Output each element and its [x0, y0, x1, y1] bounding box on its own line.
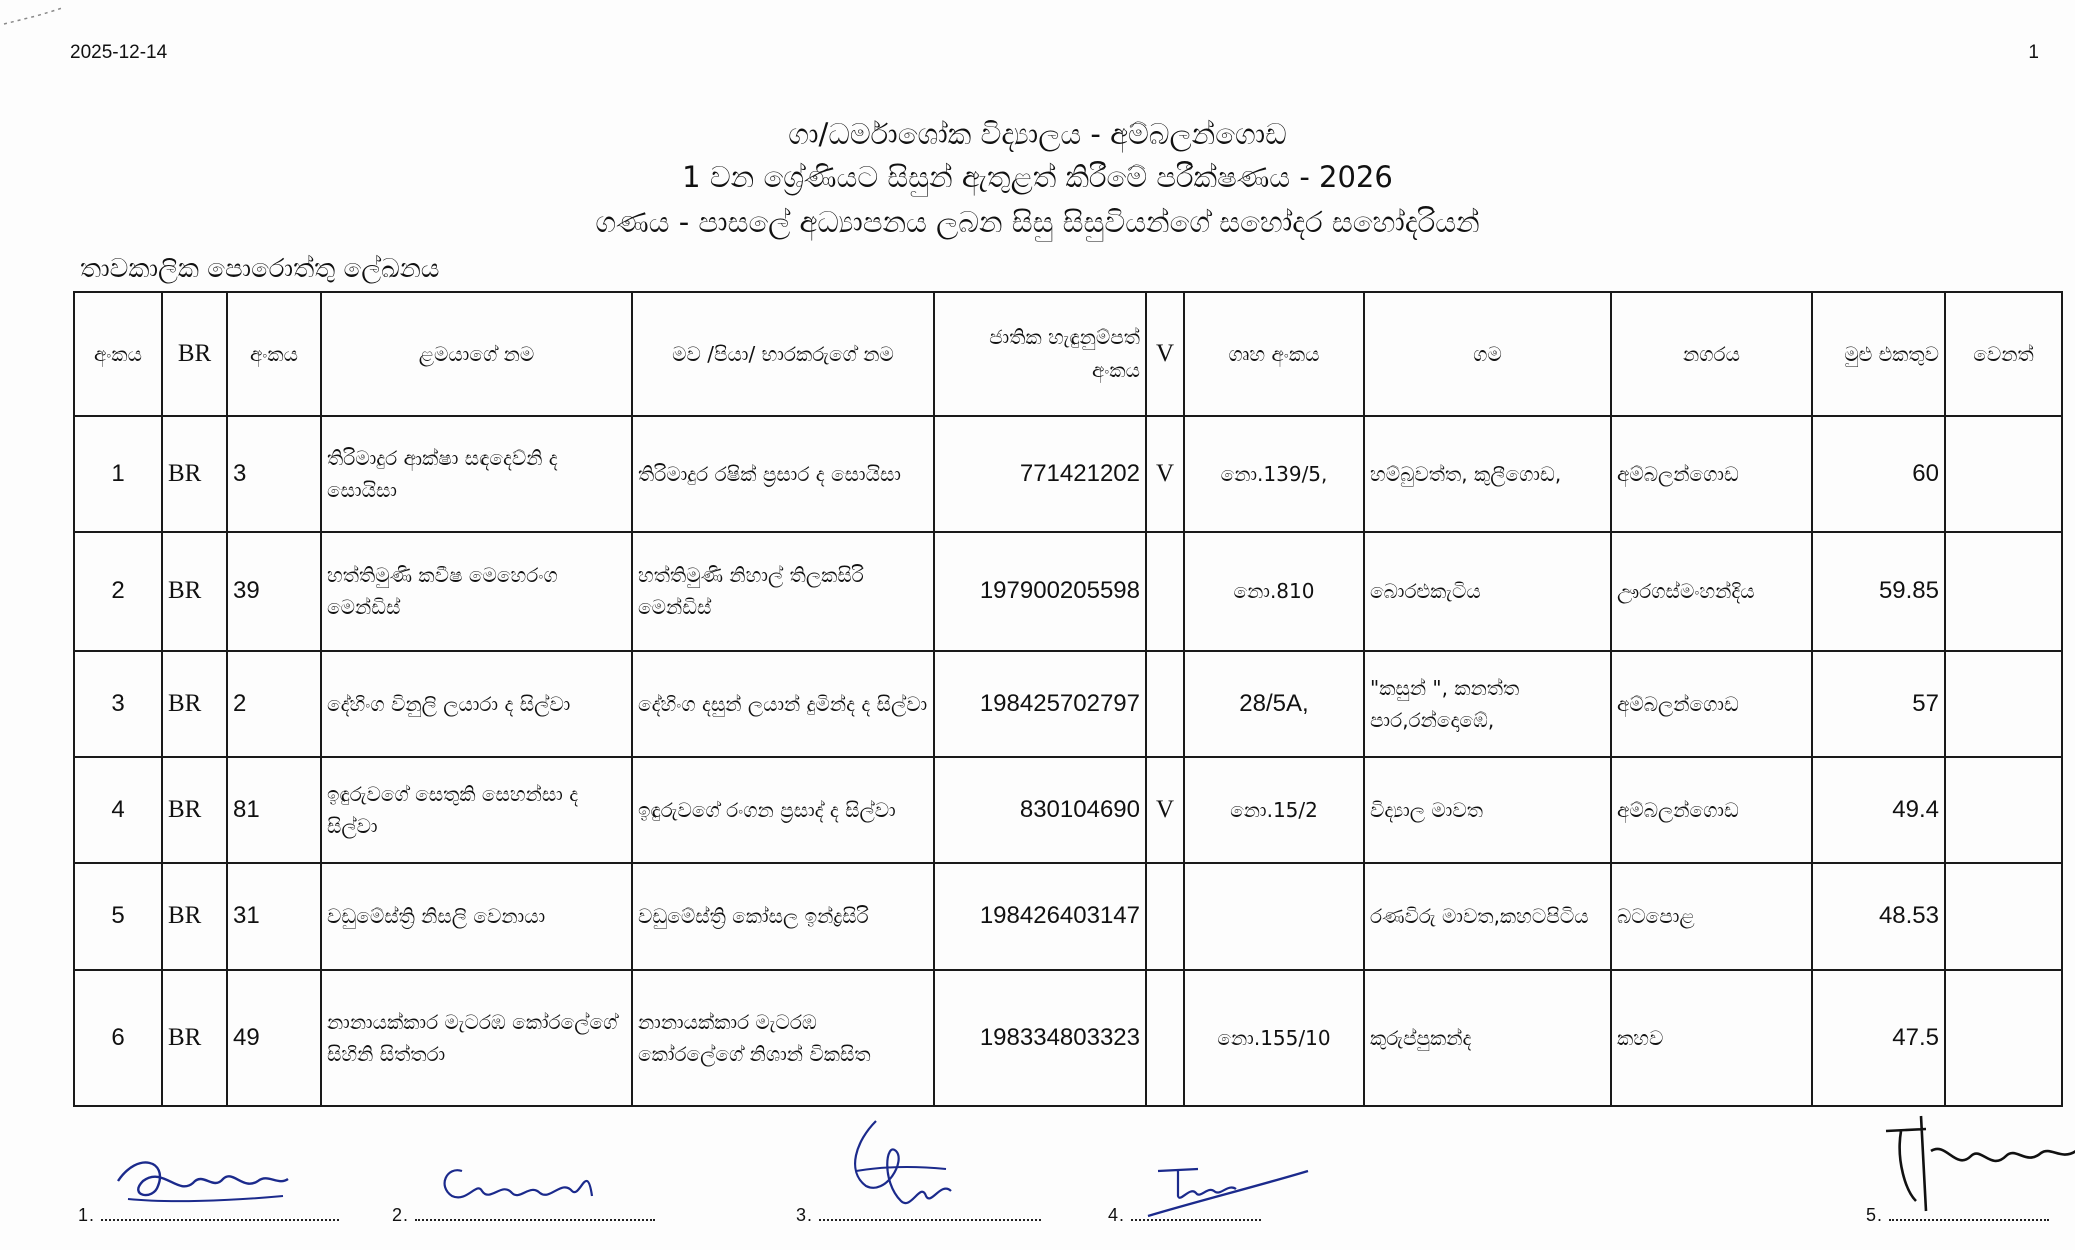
cell-v: V: [1146, 416, 1184, 532]
cell-total-marks: 57: [1812, 651, 1945, 757]
header-house-no: ගෘහ අංකය: [1184, 292, 1364, 416]
document-date: 2025-12-14: [70, 42, 168, 63]
header-child-name: ළමයාගේ නම: [321, 292, 632, 416]
cell-other: [1945, 532, 2062, 650]
cell-town: අම්බලන්ගොඩ: [1611, 416, 1812, 532]
header-row-no: අංකය: [74, 292, 162, 416]
cell-row-no: 2: [74, 532, 162, 650]
cell-br-no: 2: [227, 651, 321, 757]
cell-guardian-name: වඩුමේස්ත්‍රි කෝසල ඉන්ද්‍රසිරි: [632, 863, 934, 969]
table-row: [74, 416, 2062, 532]
table-row: [74, 970, 2062, 1106]
signature-label: 5.: [1866, 1205, 1884, 1225]
cell-row-no: 3: [74, 651, 162, 757]
signature-label: 2.: [392, 1205, 410, 1225]
signature-scribble-1: [108, 1141, 308, 1221]
cell-row-no: 6: [74, 970, 162, 1106]
header-guardian-name: මව /පියා/ භාරකරුගේ නම: [632, 292, 934, 416]
cell-child-name: දේහිංග විනුලි ලයාරා ද සිල්වා: [321, 651, 632, 757]
cell-town: කහව: [1611, 970, 1812, 1106]
cell-br-no: 49: [227, 970, 321, 1106]
table-row: [74, 532, 2062, 650]
header-town: නගරය: [1611, 292, 1812, 416]
cell-village: විද්‍යාල මාවත: [1364, 757, 1611, 863]
cell-other: [1945, 416, 2062, 532]
signature-scribble-3: [826, 1141, 1026, 1241]
list-title: තාවකාලික පොරොත්තු ලේඛනය: [80, 254, 440, 284]
header-br-no: අංකය: [227, 292, 321, 416]
cell-guardian-name: ඉඳුරුවගේ රංගන ප්‍රසාද් ද සිල්වා: [632, 757, 934, 863]
cell-guardian-name: හත්තිමුණි නිහාල් තිලකසිරි මෙන්ඩිස්: [632, 532, 934, 650]
cell-br-no: 81: [227, 757, 321, 863]
cell-house-no: [1184, 863, 1364, 969]
cell-village: හම්බුවත්ත, කුලීගොඩ,: [1364, 416, 1611, 532]
cell-total-marks: 59.85: [1812, 532, 1945, 650]
cell-br: BR: [162, 532, 227, 650]
header-br: BR: [162, 292, 227, 416]
cell-v: [1146, 651, 1184, 757]
cell-nic: 198334803323: [934, 970, 1146, 1106]
table-row: [74, 651, 2062, 757]
cell-village: බොරළුකැටිය: [1364, 532, 1611, 650]
cell-other: [1945, 757, 2062, 863]
signature-slot-4: [1108, 1201, 1261, 1226]
cell-nic: 197900205598: [934, 532, 1146, 650]
cell-br-no: 3: [227, 416, 321, 532]
cell-br: BR: [162, 416, 227, 532]
table-row: [74, 757, 2062, 863]
cell-v: V: [1146, 757, 1184, 863]
signature-slot-5: [1866, 1201, 2049, 1226]
cell-row-no: 5: [74, 863, 162, 969]
cell-house-no: නො.155/10: [1184, 970, 1364, 1106]
cell-br: BR: [162, 757, 227, 863]
signature-label: 3.: [796, 1205, 814, 1225]
cell-row-no: 1: [74, 416, 162, 532]
cell-guardian-name: නානායක්කාර මැටරඹ කෝරලේගේ නිශාන් විකසිත: [632, 970, 934, 1106]
cell-child-name: තිරිමාදුර ආක්ෂා සඳදෙව්නි ද සොයිසා: [321, 416, 632, 532]
cell-total-marks: 60: [1812, 416, 1945, 532]
cell-other: [1945, 651, 2062, 757]
cell-v: [1146, 863, 1184, 969]
signature-row: [0, 1165, 2075, 1235]
cell-v: [1146, 970, 1184, 1106]
signature-label: 1.: [78, 1205, 96, 1225]
cell-house-no: නො.15/2: [1184, 757, 1364, 863]
table-row: [74, 863, 2062, 969]
cell-br: BR: [162, 863, 227, 969]
cell-guardian-name: තිරිමාදුර රෂික් ප්‍රසාර ද සොයිසා: [632, 416, 934, 532]
cell-nic: 198426403147: [934, 863, 1146, 969]
cell-nic: 198425702797: [934, 651, 1146, 757]
cell-row-no: 4: [74, 757, 162, 863]
waiting-list-table: [73, 291, 2063, 1107]
header-total-marks: මුළු එකතුව: [1812, 292, 1945, 416]
cell-village: "කසුන් ", කනත්ත පාර,රන්දොඹේ,: [1364, 651, 1611, 757]
cell-town: අම්බලන්ගොඩ: [1611, 757, 1812, 863]
school-heading: ගා/ධර්මාශෝක විද්‍යාලය - අම්බලන්ගොඩ: [788, 117, 1287, 151]
cell-guardian-name: දේහිංග දසුන් ලයාන් දුමින්ද ද සිල්වා: [632, 651, 934, 757]
header-other: වෙනත්: [1945, 292, 2062, 416]
cell-total-marks: 48.53: [1812, 863, 1945, 969]
cell-br: BR: [162, 970, 227, 1106]
cell-child-name: වඩුමේස්ත්‍රි නිසලි වෙනායා: [321, 863, 632, 969]
cell-town: ඌරගස්මංහන්දිය: [1611, 532, 1812, 650]
cell-village: කුරුප්පුකන්ද: [1364, 970, 1611, 1106]
cell-child-name: හත්තිමුණි කවීෂ මෙහෙරංග මෙන්ඩිස්: [321, 532, 632, 650]
exam-heading: 1 වන ශ්‍රේණියට සිසුන් ඇතුළත් කිරීමේ පරීක්ෂණය - 2026: [682, 160, 1393, 194]
page-number: 1: [2028, 42, 2039, 63]
cell-v: [1146, 532, 1184, 650]
cell-other: [1945, 970, 2062, 1106]
signature-slot-1: [78, 1201, 339, 1226]
table-header-row: [74, 292, 2062, 416]
signature-scribble-2: [422, 1141, 622, 1221]
signature-label: 4.: [1108, 1205, 1126, 1225]
cell-house-no: නො.139/5,: [1184, 416, 1364, 532]
signature-slot-2: [392, 1201, 655, 1226]
header-nic: ජාතික හැඳුනුම්පත් අංකය: [934, 292, 1146, 416]
cell-total-marks: 47.5: [1812, 970, 1945, 1106]
category-heading: ගණය - පාසලේ අධ්‍යාපනය ලබන සිසු සිසුවියන්ගේ සහෝදර සහෝදරියන්: [595, 205, 1480, 239]
cell-br-no: 39: [227, 532, 321, 650]
cell-br-no: 31: [227, 863, 321, 969]
cell-house-no: නො.810: [1184, 532, 1364, 650]
cell-br: BR: [162, 651, 227, 757]
scan-mark: [0, 0, 80, 30]
cell-total-marks: 49.4: [1812, 757, 1945, 863]
cell-other: [1945, 863, 2062, 969]
signature-slot-3: [796, 1201, 1041, 1226]
signature-scribble-5: [1896, 1141, 2075, 1241]
cell-town: අම්බලන්ගොඩ: [1611, 651, 1812, 757]
cell-village: රණවිරු මාවත,කහටපිටිය: [1364, 863, 1611, 969]
cell-child-name: ඉඳුරුවගේ සෙතුකි සෙහන්සා ද සිල්වා: [321, 757, 632, 863]
cell-house-no: 28/5A,: [1184, 651, 1364, 757]
header-village: ගම: [1364, 292, 1611, 416]
signature-scribble-4: [1138, 1141, 1338, 1241]
cell-nic: 771421202: [934, 416, 1146, 532]
header-v: V: [1146, 292, 1184, 416]
cell-child-name: නානායක්කාර මැටරඹ කෝරලේගේ සිහිනි සිත්තරා: [321, 970, 632, 1106]
cell-town: බටපොළ: [1611, 863, 1812, 969]
cell-nic: 830104690: [934, 757, 1146, 863]
